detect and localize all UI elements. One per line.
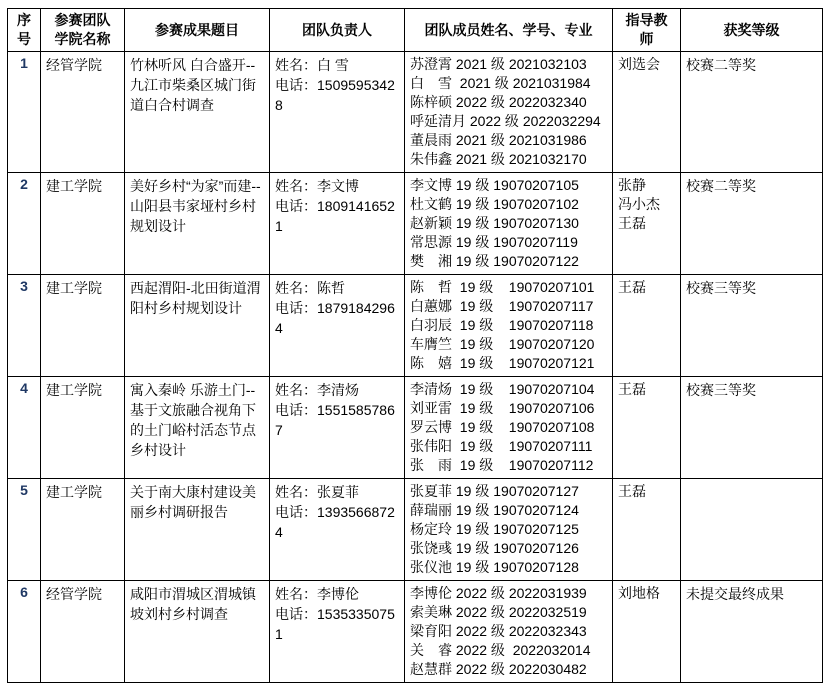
row-leader — [270, 377, 405, 479]
leader-phone: 电话：18091416521 — [275, 198, 395, 234]
row-members — [405, 377, 613, 479]
list-line: 王磊 — [618, 483, 646, 499]
list-line: 白 雪 2021 级 2021031984 — [410, 75, 591, 91]
list-line: 张 雨 19 级 19070207112 — [410, 457, 594, 473]
row-award: 校赛三等奖 — [681, 377, 823, 479]
row-advisors — [613, 377, 681, 479]
col-header-seq: 序 号 — [8, 9, 41, 52]
table-row — [8, 173, 823, 275]
list-line: 王磊 — [618, 279, 646, 295]
row-advisors — [613, 275, 681, 377]
row-advisors — [613, 479, 681, 581]
row-leader — [270, 275, 405, 377]
row-college: 建工学院 — [41, 275, 125, 377]
list-line: 刘选会 — [618, 56, 660, 72]
row-leader — [270, 52, 405, 173]
row-members — [405, 173, 613, 275]
row-leader — [270, 479, 405, 581]
list-line: 罗云博 19 级 19070207108 — [410, 419, 595, 435]
list-line: 苏澄霄 2021 级 2021032103 — [410, 56, 587, 72]
list-line: 陈 嬉 19 级 19070207121 — [410, 355, 595, 371]
list-line: 杜文鹤 19 级 19070207102 — [410, 196, 579, 212]
row-college: 建工学院 — [41, 377, 125, 479]
row-seq: 2 — [8, 173, 41, 275]
list-line: 董晨雨 2021 级 2021031986 — [410, 132, 587, 148]
row-members — [405, 275, 613, 377]
row-award: 校赛二等奖 — [681, 52, 823, 173]
list-line: 车膺竺 19 级 19070207120 — [410, 336, 595, 352]
row-advisors — [613, 581, 681, 683]
col-header-advisor: 指导教 师 — [613, 9, 681, 52]
table-row — [8, 275, 823, 377]
list-line: 常思源 19 级 19070207119 — [410, 234, 578, 250]
list-line: 白羽辰 19 级 19070207118 — [410, 317, 594, 333]
list-line: 白蕙娜 19 级 19070207117 — [410, 298, 594, 314]
list-line: 赵新颖 19 级 19070207130 — [410, 215, 579, 231]
row-award: 校赛三等奖 — [681, 275, 823, 377]
row-leader — [270, 173, 405, 275]
row-college: 建工学院 — [41, 479, 125, 581]
list-line: 张伟阳 19 级 19070207111 — [410, 438, 593, 454]
list-line: 王磊 — [618, 381, 646, 397]
table-row — [8, 479, 823, 581]
col-header-members: 团队成员姓名、学号、专业 — [405, 9, 613, 52]
row-college: 经管学院 — [41, 52, 125, 173]
leader-phone: 电话：15515857867 — [275, 402, 395, 438]
header-row — [8, 9, 823, 52]
table-row — [8, 377, 823, 479]
leader-phone: 电话：13935668724 — [275, 504, 395, 540]
list-line: 赵慧群 2022 级 2022030482 — [410, 661, 587, 677]
list-line: 樊 湘 19 级 19070207122 — [410, 253, 579, 269]
row-title: 关于南大康村建设美丽乡村调研报告 — [125, 479, 270, 581]
list-line: 梁育阳 2022 级 2022032343 — [410, 623, 587, 639]
leader-name: 姓名：李博伦 — [275, 586, 359, 602]
row-seq: 1 — [8, 52, 41, 173]
list-line: 张静 — [618, 177, 646, 193]
list-line: 陈 哲 19 级 19070207101 — [410, 279, 595, 295]
leader-name: 姓名：李文博 — [275, 178, 359, 194]
list-line: 冯小杰 — [618, 196, 660, 212]
row-seq: 4 — [8, 377, 41, 479]
row-title: 美好乡村“为家”而建--山阳县韦家垭村乡村规划设计 — [125, 173, 270, 275]
row-seq: 6 — [8, 581, 41, 683]
table-header — [8, 9, 823, 52]
leader-phone: 电话：15353350751 — [275, 606, 395, 642]
table-row — [8, 52, 823, 173]
list-line: 李博伦 2022 级 2022031939 — [410, 585, 587, 601]
row-members — [405, 52, 613, 173]
table-row — [8, 581, 823, 683]
row-award: 未提交最终成果 — [681, 581, 823, 683]
list-line: 王磊 — [618, 215, 646, 231]
competition-results-table — [7, 8, 823, 683]
row-members — [405, 581, 613, 683]
row-seq: 5 — [8, 479, 41, 581]
row-title: 竹林听风 白合盛开--九江市柴桑区城门街道白合村调查 — [125, 52, 270, 173]
list-line: 朱伟鑫 2021 级 2021032170 — [410, 151, 587, 167]
row-award — [681, 479, 823, 581]
col-header-college: 参赛团队 学院名称 — [41, 9, 125, 52]
list-line: 陈梓硕 2022 级 2022032340 — [410, 94, 587, 110]
list-line: 刘亚雷 19 级 19070207106 — [410, 400, 595, 416]
list-line: 关 睿 2022 级 2022032014 — [410, 642, 591, 658]
row-award: 校赛二等奖 — [681, 173, 823, 275]
leader-phone: 电话：15095953428 — [275, 77, 395, 113]
leader-name: 姓名：白 雪 — [275, 57, 349, 73]
row-college: 建工学院 — [41, 173, 125, 275]
table-body — [8, 52, 823, 683]
leader-name: 姓名：李清炀 — [275, 382, 359, 398]
row-advisors — [613, 173, 681, 275]
row-title: 寓入秦岭 乐游土门--基于文旅融合视角下的土门峪村活态节点乡村设计 — [125, 377, 270, 479]
row-seq: 3 — [8, 275, 41, 377]
list-line: 李文博 19 级 19070207105 — [410, 177, 579, 193]
row-leader — [270, 581, 405, 683]
row-title: 咸阳市渭城区渭城镇坡刘村乡村调查 — [125, 581, 270, 683]
col-header-award: 获奖等级 — [681, 9, 823, 52]
list-line: 杨定玲 19 级 19070207125 — [410, 521, 579, 537]
list-line: 张饶彧 19 级 19070207126 — [410, 540, 579, 556]
row-members — [405, 479, 613, 581]
list-line: 刘地格 — [618, 585, 660, 601]
list-line: 薛瑞丽 19 级 19070207124 — [410, 502, 579, 518]
row-college: 经管学院 — [41, 581, 125, 683]
list-line: 呼延清月 2022 级 2022032294 — [410, 113, 601, 129]
list-line: 张仪池 19 级 19070207128 — [410, 559, 579, 575]
list-line: 张夏菲 19 级 19070207127 — [410, 483, 579, 499]
col-header-leader: 团队负责人 — [270, 9, 405, 52]
col-header-title: 参赛成果题目 — [125, 9, 270, 52]
list-line: 李清炀 19 级 19070207104 — [410, 381, 595, 397]
row-advisors — [613, 52, 681, 173]
leader-phone: 电话：18791842964 — [275, 300, 395, 336]
list-line: 索美琳 2022 级 2022032519 — [410, 604, 587, 620]
leader-name: 姓名：陈哲 — [275, 280, 345, 296]
document-page — [0, 8, 830, 677]
row-title: 西起渭阳-北田街道渭阳村乡村规划设计 — [125, 275, 270, 377]
leader-name: 姓名：张夏菲 — [275, 484, 359, 500]
